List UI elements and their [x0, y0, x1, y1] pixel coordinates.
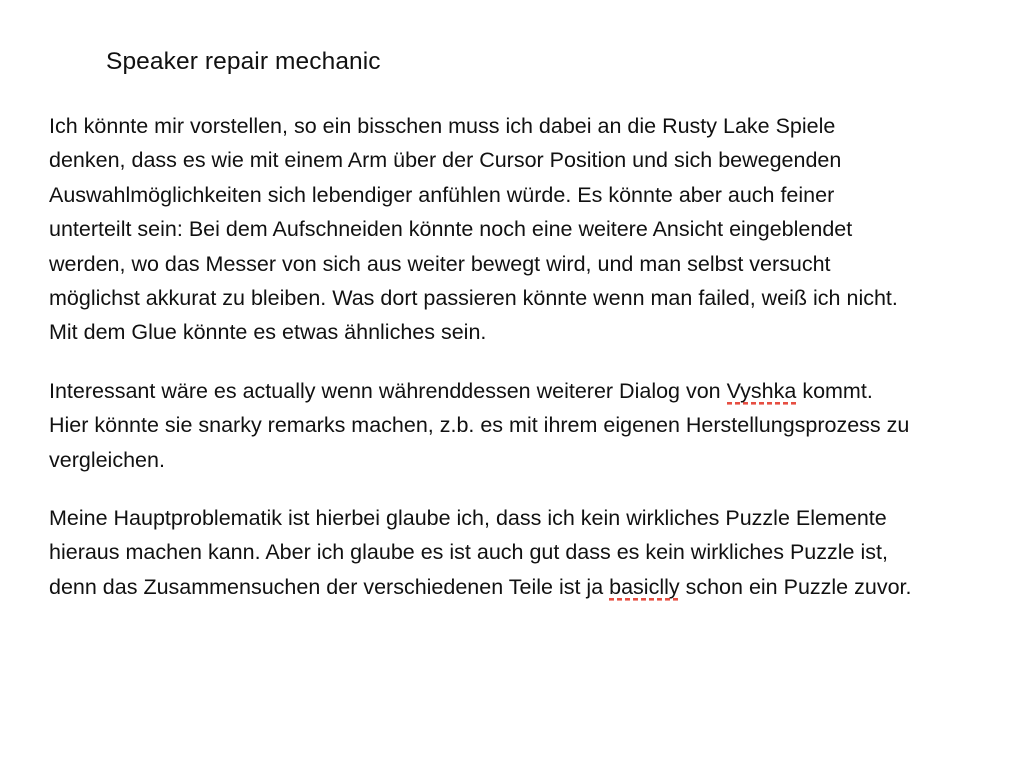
text-run[interactable]: kommt. Hier könnte sie snarky remarks machen, z.b. es mit ihrem eigenen Herstellungsprozess zu vergleichen. [49, 378, 910, 472]
paragraph[interactable] [49, 501, 913, 604]
text-run[interactable]: Interessant wäre es actually wenn währenddessen weiterer Dialog von [49, 378, 727, 403]
document-body[interactable] [49, 109, 913, 604]
text-run[interactable]: schon ein Puzzle zuvor. [679, 574, 912, 599]
text-run[interactable]: Meine Hauptproblematik ist hierbei glaube ich, dass ich kein wirkliches Puzzle Elemente hieraus machen kann. Aber ich glaube es ist auch gut dass es kein wirkliches Puzzle ist, denn das Zusammensuchen der verschiedenen Teile ist ja [49, 506, 888, 599]
paragraph[interactable] [49, 109, 913, 350]
paragraph[interactable] [49, 374, 913, 477]
misspelled-word[interactable]: basiclly [609, 574, 680, 599]
document-title[interactable]: Speaker repair mechanic [106, 48, 381, 75]
text-run[interactable]: Ich könnte mir vorstellen, so ein bisschen muss ich dabei an die Rusty Lake Spiele denken, dass es wie mit einem Arm über der Cursor Position und sich bewegenden Auswahlmöglichkeiten sich lebendiger anfühlen würde. Es könnte aber auch feiner unterteilt sein: Bei dem Aufschneiden könnte noch eine weitere Ansicht eingeblendet werden, wo das Messer von sich aus weiter bewegt wird, und man selbst versucht möglichst akkurat zu bleiben. Was dort passieren könnte wenn man failed, weiß ich nicht. Mit dem Glue könnte es etwas ähnliches sein. [49, 114, 898, 345]
misspelled-word[interactable]: Vyshka [726, 378, 797, 403]
